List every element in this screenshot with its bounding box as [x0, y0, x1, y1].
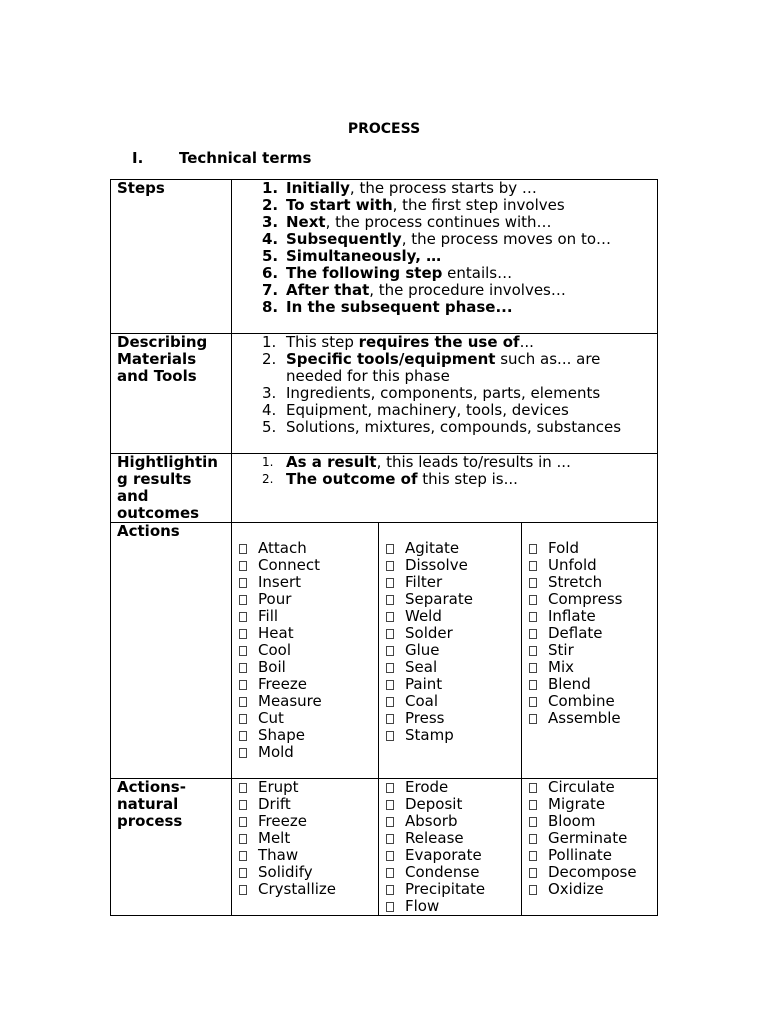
list-item	[385, 813, 521, 830]
checkbox-icon	[239, 612, 247, 622]
list-item	[385, 676, 521, 693]
list-item	[528, 659, 657, 676]
list-item	[385, 864, 521, 881]
checkbox-icon	[239, 561, 247, 571]
list-item	[262, 385, 657, 402]
item-number: 1.	[262, 333, 277, 351]
item-bold-text: Subsequently	[286, 230, 402, 248]
item-text: , the process moves on to…	[401, 230, 612, 248]
checkbox-icon	[529, 714, 537, 724]
item-bold-text: As a result	[286, 453, 377, 471]
actions-col-1	[232, 523, 379, 779]
checkbox-icon	[386, 817, 394, 827]
list-item	[385, 796, 521, 813]
label-line: Describing	[117, 333, 208, 351]
checkbox-icon	[239, 868, 247, 878]
list-item	[238, 659, 378, 676]
item-text: Pollinate	[548, 846, 612, 864]
label-line: g results	[117, 470, 192, 488]
steps-cell	[232, 180, 658, 334]
item-text: Shape	[258, 726, 305, 744]
list-item	[238, 642, 378, 659]
list-item	[528, 779, 657, 796]
label-line: natural	[117, 795, 179, 813]
item-number: 6.	[262, 264, 279, 282]
checkbox-icon	[529, 885, 537, 895]
item-number: 5.	[262, 418, 277, 436]
item-text: this step is...	[417, 470, 518, 488]
section-heading	[132, 150, 311, 167]
list-item	[528, 881, 657, 898]
list-item	[385, 693, 521, 710]
steps-label: Steps	[111, 180, 232, 334]
section-number: I.	[132, 149, 144, 167]
list-item	[262, 402, 657, 419]
list-item	[528, 864, 657, 881]
item-text: , this leads to/results in ...	[376, 453, 571, 471]
list-item	[528, 540, 657, 557]
list-item	[238, 540, 378, 557]
item-text: Assemble	[548, 709, 621, 727]
checkbox-icon	[239, 544, 247, 554]
item-number: 4.	[262, 230, 279, 248]
checkbox-icon	[386, 663, 394, 673]
list-item	[528, 847, 657, 864]
item-text: Filter	[405, 573, 443, 591]
list-item	[262, 299, 657, 316]
item-text: Flow	[405, 897, 440, 915]
item-text: Cut	[258, 709, 284, 727]
list-item	[385, 642, 521, 659]
item-text: Heat	[258, 624, 294, 642]
item-bold-text: The outcome of	[286, 470, 418, 488]
list-item	[262, 180, 657, 197]
checkbox-icon	[529, 612, 537, 622]
item-number: 7.	[262, 281, 279, 299]
item-text: Decompose	[548, 863, 637, 881]
results-row	[111, 454, 658, 523]
list-item	[238, 591, 378, 608]
label-line: Hightlightin	[117, 453, 218, 471]
checkbox-icon	[239, 629, 247, 639]
checkbox-icon	[239, 697, 247, 707]
item-bold-text: After that	[286, 281, 370, 299]
list-item	[385, 574, 521, 591]
checkbox-icon	[529, 868, 537, 878]
item-number: 3.	[262, 384, 277, 402]
item-text: Insert	[258, 573, 302, 591]
list-item	[238, 557, 378, 574]
item-text: Connect	[258, 556, 321, 574]
item-bold-text: The following step	[286, 264, 443, 282]
list-item	[385, 625, 521, 642]
list-item	[238, 574, 378, 591]
checkbox-icon	[239, 680, 247, 690]
list-item	[385, 898, 521, 915]
actions-list-3	[522, 540, 657, 727]
checkbox-icon	[529, 800, 537, 810]
list-item	[238, 796, 378, 813]
item-text: Release	[405, 829, 464, 847]
item-number: 2.	[262, 350, 277, 368]
checkbox-icon	[386, 834, 394, 844]
item-bold-text: In the subsequent phase...	[286, 298, 513, 316]
item-text: Circulate	[548, 778, 615, 796]
item-text: Compress	[548, 590, 623, 608]
checkbox-icon	[529, 834, 537, 844]
materials-list	[232, 334, 657, 436]
checkbox-icon	[386, 544, 394, 554]
natural-col-2	[379, 779, 522, 916]
item-number: 8.	[262, 298, 279, 316]
checkbox-icon	[529, 561, 537, 571]
results-list	[232, 454, 657, 488]
checkbox-icon	[529, 851, 537, 861]
label-line: process	[117, 812, 183, 830]
item-bold-text: To start with	[286, 196, 393, 214]
materials-cell	[232, 334, 658, 454]
list-item	[385, 659, 521, 676]
list-item	[528, 676, 657, 693]
list-item	[385, 830, 521, 847]
item-text: Weld	[405, 607, 442, 625]
item-text: Freeze	[258, 812, 307, 830]
checkbox-icon	[386, 851, 394, 861]
results-cell	[232, 454, 658, 523]
list-item	[528, 591, 657, 608]
item-bold-text: Initially	[286, 179, 350, 197]
list-item	[528, 796, 657, 813]
list-item	[528, 710, 657, 727]
checkbox-icon	[239, 714, 247, 724]
actions-row	[111, 523, 658, 779]
list-item	[262, 197, 657, 214]
list-item	[238, 881, 378, 898]
item-text: Mix	[548, 658, 574, 676]
checkbox-icon	[386, 902, 394, 912]
item-text: Crystallize	[258, 880, 337, 898]
item-text: Evaporate	[405, 846, 482, 864]
technical-terms-table	[110, 179, 658, 916]
item-text: Paint	[405, 675, 443, 693]
list-item	[238, 830, 378, 847]
item-text: Equipment, machinery, tools, devices	[286, 401, 569, 419]
item-text: Inflate	[548, 607, 596, 625]
checkbox-icon	[239, 834, 247, 844]
results-label	[111, 454, 232, 523]
checkbox-icon	[239, 748, 247, 758]
checkbox-icon	[386, 646, 394, 656]
list-item	[262, 231, 657, 248]
checkbox-icon	[529, 680, 537, 690]
checkbox-icon	[386, 561, 394, 571]
item-text: Unfold	[548, 556, 597, 574]
list-item	[528, 813, 657, 830]
actions-col-2	[379, 523, 522, 779]
item-text: ...	[519, 333, 534, 351]
materials-row	[111, 334, 658, 454]
label-line: and Tools	[117, 367, 197, 385]
checkbox-icon	[386, 885, 394, 895]
list-item	[528, 625, 657, 642]
item-text: Glue	[405, 641, 440, 659]
item-text: Boil	[258, 658, 286, 676]
section-title: Technical terms	[179, 149, 312, 167]
item-text: Dissolve	[405, 556, 468, 574]
checkbox-icon	[529, 595, 537, 605]
item-text: Precipitate	[405, 880, 486, 898]
steps-list	[232, 180, 657, 316]
actions-col-3	[522, 523, 658, 779]
checkbox-icon	[529, 697, 537, 707]
list-item	[528, 608, 657, 625]
label-line: and	[117, 487, 149, 505]
list-item	[238, 744, 378, 761]
item-text: Stir	[548, 641, 574, 659]
list-item	[385, 881, 521, 898]
list-item	[238, 625, 378, 642]
item-number: 5.	[262, 247, 279, 265]
item-number: 1.	[262, 179, 279, 197]
list-item	[238, 813, 378, 830]
checkbox-icon	[529, 578, 537, 588]
item-number: 4.	[262, 401, 277, 419]
actions-list-2	[379, 540, 521, 744]
list-item	[238, 847, 378, 864]
item-text: Seal	[405, 658, 438, 676]
item-text: Condense	[405, 863, 480, 881]
item-text: Coal	[405, 692, 439, 710]
item-bold-text: requires the use of	[358, 333, 520, 351]
item-text: entails…	[442, 264, 513, 282]
list-item	[238, 608, 378, 625]
checkbox-icon	[239, 800, 247, 810]
natural-list-3	[522, 779, 657, 898]
item-text: Melt	[258, 829, 291, 847]
label-line: Actions-	[117, 778, 186, 796]
checkbox-icon	[386, 800, 394, 810]
natural-col-1	[232, 779, 379, 916]
checkbox-icon	[239, 578, 247, 588]
natural-col-3	[522, 779, 658, 916]
list-item	[262, 454, 657, 471]
item-text: Freeze	[258, 675, 307, 693]
checkbox-icon	[386, 783, 394, 793]
checkbox-icon	[529, 629, 537, 639]
item-text: Migrate	[548, 795, 606, 813]
list-item	[385, 591, 521, 608]
item-text: Drift	[258, 795, 291, 813]
checkbox-icon	[529, 646, 537, 656]
item-text: , the process starts by …	[349, 179, 537, 197]
checkbox-icon	[239, 783, 247, 793]
natural-list-2	[379, 779, 521, 915]
checkbox-icon	[239, 731, 247, 741]
item-bold-text: Next	[286, 213, 326, 231]
item-text: Erode	[405, 778, 449, 796]
item-text: Solder	[405, 624, 453, 642]
list-item	[238, 864, 378, 881]
list-item	[385, 727, 521, 744]
item-text: Bloom	[548, 812, 596, 830]
checkbox-icon	[386, 595, 394, 605]
item-bold-text: Simultaneously, …	[286, 247, 442, 265]
item-number: 2.	[262, 196, 279, 214]
item-text: Measure	[258, 692, 322, 710]
item-text: Attach	[258, 539, 307, 557]
list-item	[528, 574, 657, 591]
item-text: Agitate	[405, 539, 460, 557]
checkbox-icon	[239, 663, 247, 673]
list-item	[385, 710, 521, 727]
checkbox-icon	[386, 629, 394, 639]
list-item	[528, 693, 657, 710]
natural-row	[111, 779, 658, 916]
item-text: Solutions, mixtures, compounds, substances	[286, 418, 622, 436]
item-text: Fill	[258, 607, 279, 625]
list-item	[528, 830, 657, 847]
item-text: Pour	[258, 590, 292, 608]
list-item	[385, 779, 521, 796]
checkbox-icon	[529, 783, 537, 793]
checkbox-icon	[239, 885, 247, 895]
item-text: This step	[286, 333, 359, 351]
item-bold-text: Specific tools/equipment	[286, 350, 496, 368]
actions-label: Actions	[111, 523, 232, 779]
item-text: Stamp	[405, 726, 454, 744]
list-item	[262, 214, 657, 231]
list-item	[262, 419, 657, 436]
item-text: Solidify	[258, 863, 313, 881]
list-item	[262, 351, 657, 385]
item-text: Blend	[548, 675, 591, 693]
natural-label	[111, 779, 232, 916]
list-item	[262, 334, 657, 351]
item-text: Press	[405, 709, 445, 727]
materials-label	[111, 334, 232, 454]
checkbox-icon	[529, 817, 537, 827]
list-item	[238, 676, 378, 693]
checkbox-icon	[386, 697, 394, 707]
list-item	[385, 540, 521, 557]
checkbox-icon	[529, 663, 537, 673]
checkbox-icon	[239, 595, 247, 605]
natural-list-1	[232, 779, 378, 898]
checkbox-icon	[529, 544, 537, 554]
item-text: , the process continues with…	[325, 213, 552, 231]
item-text: Ingredients, components, parts, elements	[286, 384, 601, 402]
list-item	[385, 557, 521, 574]
checkbox-icon	[239, 646, 247, 656]
list-item	[262, 471, 657, 488]
list-item	[238, 710, 378, 727]
list-item	[385, 608, 521, 625]
item-number: 3.	[262, 213, 279, 231]
item-text: Oxidize	[548, 880, 604, 898]
page-title: PROCESS	[347, 121, 421, 137]
list-item	[528, 557, 657, 574]
checkbox-icon	[386, 714, 394, 724]
list-item	[262, 282, 657, 299]
list-item	[528, 642, 657, 659]
item-text: such as... are needed for this phase	[286, 350, 601, 385]
item-text: Thaw	[258, 846, 299, 864]
item-text: , the first step involves	[392, 196, 565, 214]
actions-list-1	[232, 540, 378, 761]
item-text: Deposit	[405, 795, 463, 813]
list-item	[238, 727, 378, 744]
item-text: Absorb	[405, 812, 458, 830]
list-item	[238, 693, 378, 710]
list-item	[262, 265, 657, 282]
item-text: Mold	[258, 743, 294, 761]
item-text: Separate	[405, 590, 473, 608]
item-number: 2.	[262, 472, 274, 486]
label-line: outcomes	[117, 504, 200, 522]
label-line: Materials	[117, 350, 197, 368]
item-text: Fold	[548, 539, 579, 557]
checkbox-icon	[386, 868, 394, 878]
checkbox-icon	[386, 680, 394, 690]
item-text: , the procedure involves…	[369, 281, 566, 299]
item-number: 1.	[262, 455, 274, 469]
steps-row	[111, 180, 658, 334]
item-text: Combine	[548, 692, 615, 710]
checkbox-icon	[239, 851, 247, 861]
item-text: Erupt	[258, 778, 299, 796]
list-item	[238, 779, 378, 796]
item-text: Germinate	[548, 829, 628, 847]
item-text: Stretch	[548, 573, 603, 591]
checkbox-icon	[386, 578, 394, 588]
list-item	[385, 847, 521, 864]
checkbox-icon	[239, 817, 247, 827]
item-text: Deflate	[548, 624, 603, 642]
item-text: Cool	[258, 641, 291, 659]
checkbox-icon	[386, 612, 394, 622]
list-item	[262, 248, 657, 265]
checkbox-icon	[386, 731, 394, 741]
